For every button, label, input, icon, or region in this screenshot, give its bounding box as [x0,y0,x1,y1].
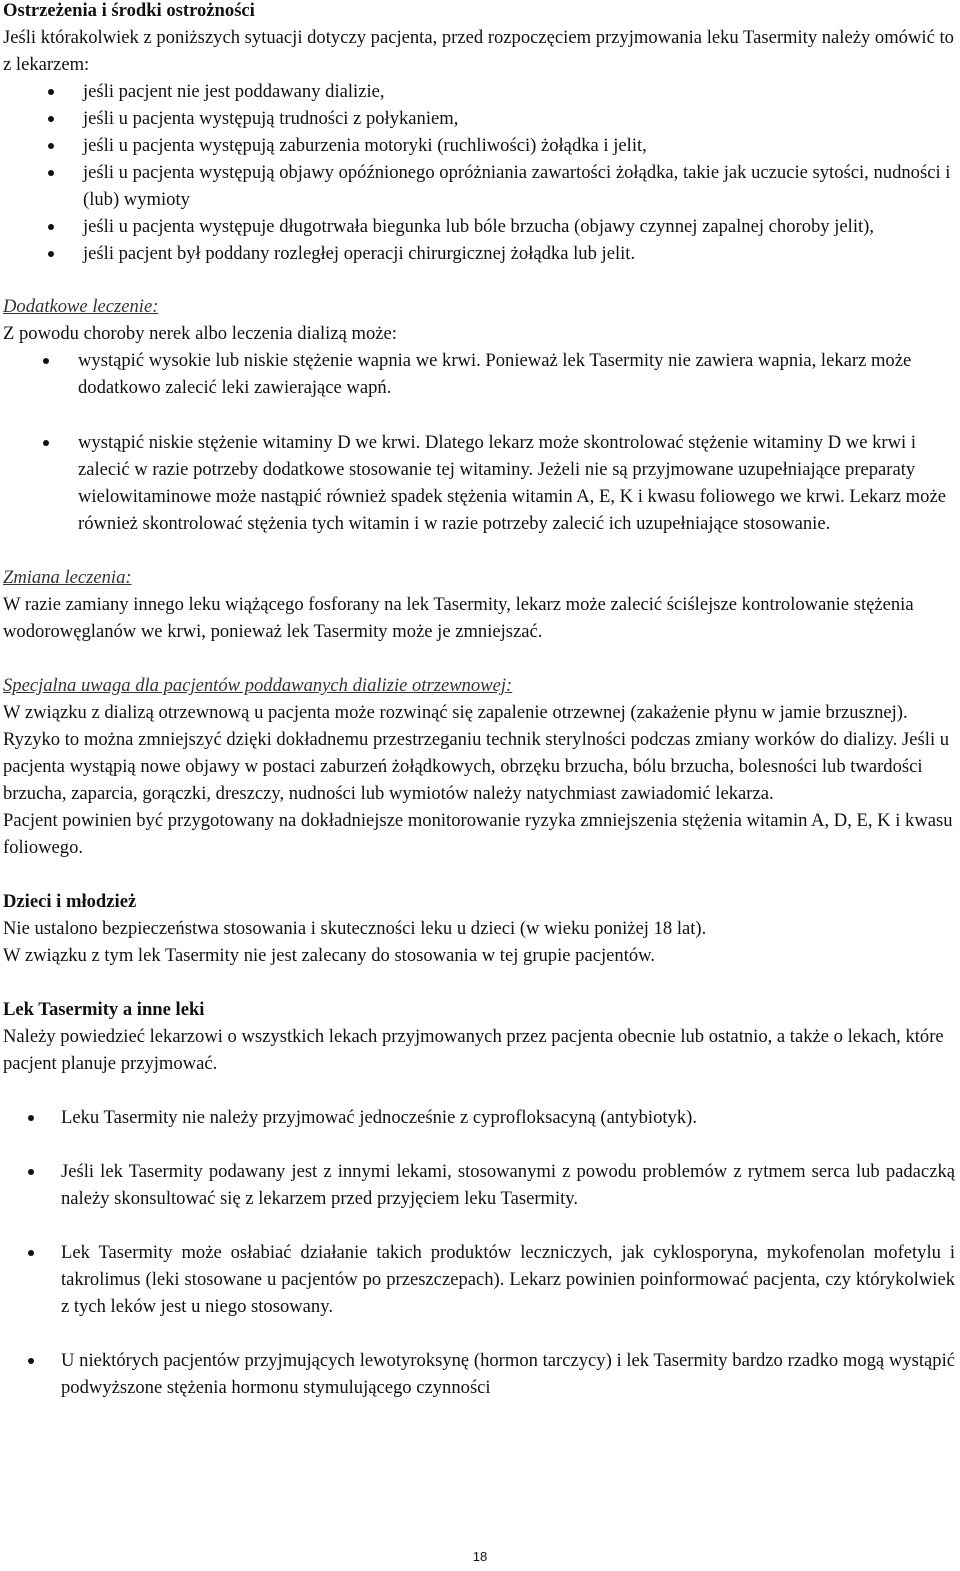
switching-text: W razie zamiany innego leku wiążącego fosforany na lek Tasermity, lekarz może zalecić ściślejsze kontrolowanie stężenia wodorowęglanów we krwi, ponieważ lek Tasermity może je zmniejszać. [3,594,914,642]
document-page [3,0,955,1401]
list-item: jeśli pacjent nie jest poddawany dializie, [83,78,955,105]
children-heading: Dzieci i młodzież [3,891,137,912]
other-medicines-list [3,1104,955,1401]
switching-heading: Zmiana leczenia: [3,567,132,588]
peritoneal-text-monitoring: Pacjent powinien być przygotowany na dokładniejsze monitorowanie ryzyka zmniejszenia stężenia witamin A, D, E, K i kwasu foliowego. [3,810,953,858]
warnings-heading: Ostrzeżenia i środki ostrożności [3,0,255,21]
warnings-intro: Jeśli którakolwiek z poniższych sytuacji dotyczy pacjenta, przed rozpoczęciem przyjmowania leku Tasermity należy omówić to z lekarzem: [3,27,954,75]
other-medicines-intro: Należy powiedzieć lekarzowi o wszystkich lekach przyjmowanych przez pacjenta obecnie lub ostatnio, a także o lekach, które pacjent planuje przyjmować. [3,1026,944,1074]
additional-treatment-heading: Dodatkowe leczenie: [3,296,159,317]
list-item: Jeśli lek Tasermity podawany jest z innymi lekami, stosowanymi z powodu problemów z rytmem serca lub padaczką należy skonsultować się z lekarzem przed przyjęciem leku Tasermity. [61,1158,955,1212]
list-item: U niektórych pacjentów przyjmujących lewotyroksynę (hormon tarczycy) i lek Tasermity bardzo rzadko mogą wystąpić podwyższone stężenia hormonu stymulującego czynności [61,1347,955,1401]
list-item: jeśli u pacjenta występują zaburzenia motoryki (ruchliwości) żołądka i jelit, [83,132,955,159]
children-text: Nie ustalono bezpieczeństwa stosowania i skuteczności leku u dzieci (w wieku poniżej 18 lat). [3,918,707,939]
warnings-list [3,78,955,267]
list-item: wystąpić niskie stężenie witaminy D we krwi. Dlatego lekarz może skontrolować stężenie witaminy D we krwi i zalecić w razie potrzeby dodatkowe stosowanie tej witaminy. Jeżeli nie są przyjmowane uzupełniające preparaty wielowitaminowe może nastąpić również spadek stężenia witamin A, E, K i kwasu foliowego we krwi. Lekarz może również skontrolować stężenia tych witamin i w razie potrzeby zalecić ich uzupełniające stosowanie. [78,429,955,537]
other-medicines-heading: Lek Tasermity a inne leki [3,999,205,1020]
list-item: Leku Tasermity nie należy przyjmować jednocześnie z cyprofloksacyną (antybiotyk). [61,1104,955,1131]
list-item: jeśli pacjent był poddany rozległej operacji chirurgicznej żołądka lub jelit. [83,240,955,267]
additional-treatment-intro: Z powodu choroby nerek albo leczenia dializą może: [3,323,397,344]
list-item: jeśli u pacjenta występują objawy opóźnionego opróżniania zawartości żołądka, takie jak uczucie sytości, nudności i (lub) wymioty [83,159,955,213]
children-text-recommendation: W związku z tym lek Tasermity nie jest zalecany do stosowania w tej grupie pacjentów. [3,945,656,966]
peritoneal-heading: Specjalna uwaga dla pacjentów poddawanych dializie otrzewnowej: [3,675,513,696]
page-number: 18 [472,1549,488,1564]
additional-treatment-list [3,347,955,537]
list-item: jeśli u pacjenta występuje długotrwała biegunka lub bóle brzucha (objawy czynnej zapalnej choroby jelit), [83,213,955,240]
list-item: jeśli u pacjenta występują trudności z połykaniem, [83,105,955,132]
peritoneal-text: W związku z dializą otrzewnową u pacjenta może rozwinąć się zapalenie otrzewnej (zakażenie płynu w jamie brzusznej). Ryzyko to można zmniejszyć dzięki dokładnemu przestrzeganiu technik sterylności podczas zmiany worków do dializy. Jeśli u pacjenta wystąpią nowe objawy w postaci zaburzeń żołądkowych, obrzęku brzucha, bólu brzucha, bolesności lub twardości brzucha, zaparcia, gorączki, dreszczy, nudności lub wymiotów należy natychmiast zawiadomić lekarza. [3,702,950,804]
list-item: wystąpić wysokie lub niskie stężenie wapnia we krwi. Ponieważ lek Tasermity nie zawiera wapnia, lekarz może dodatkowo zalecić leki zawierające wapń. [78,347,955,401]
list-item: Lek Tasermity może osłabiać działanie takich produktów leczniczych, jak cyklosporyna, mykofenolan mofetylu i takrolimus (leki stosowane u pacjentów po przeszczepach). Lekarz powinien poinformować pacjenta, czy którykolwiek z tych leków jest u niego stosowany. [61,1239,955,1320]
